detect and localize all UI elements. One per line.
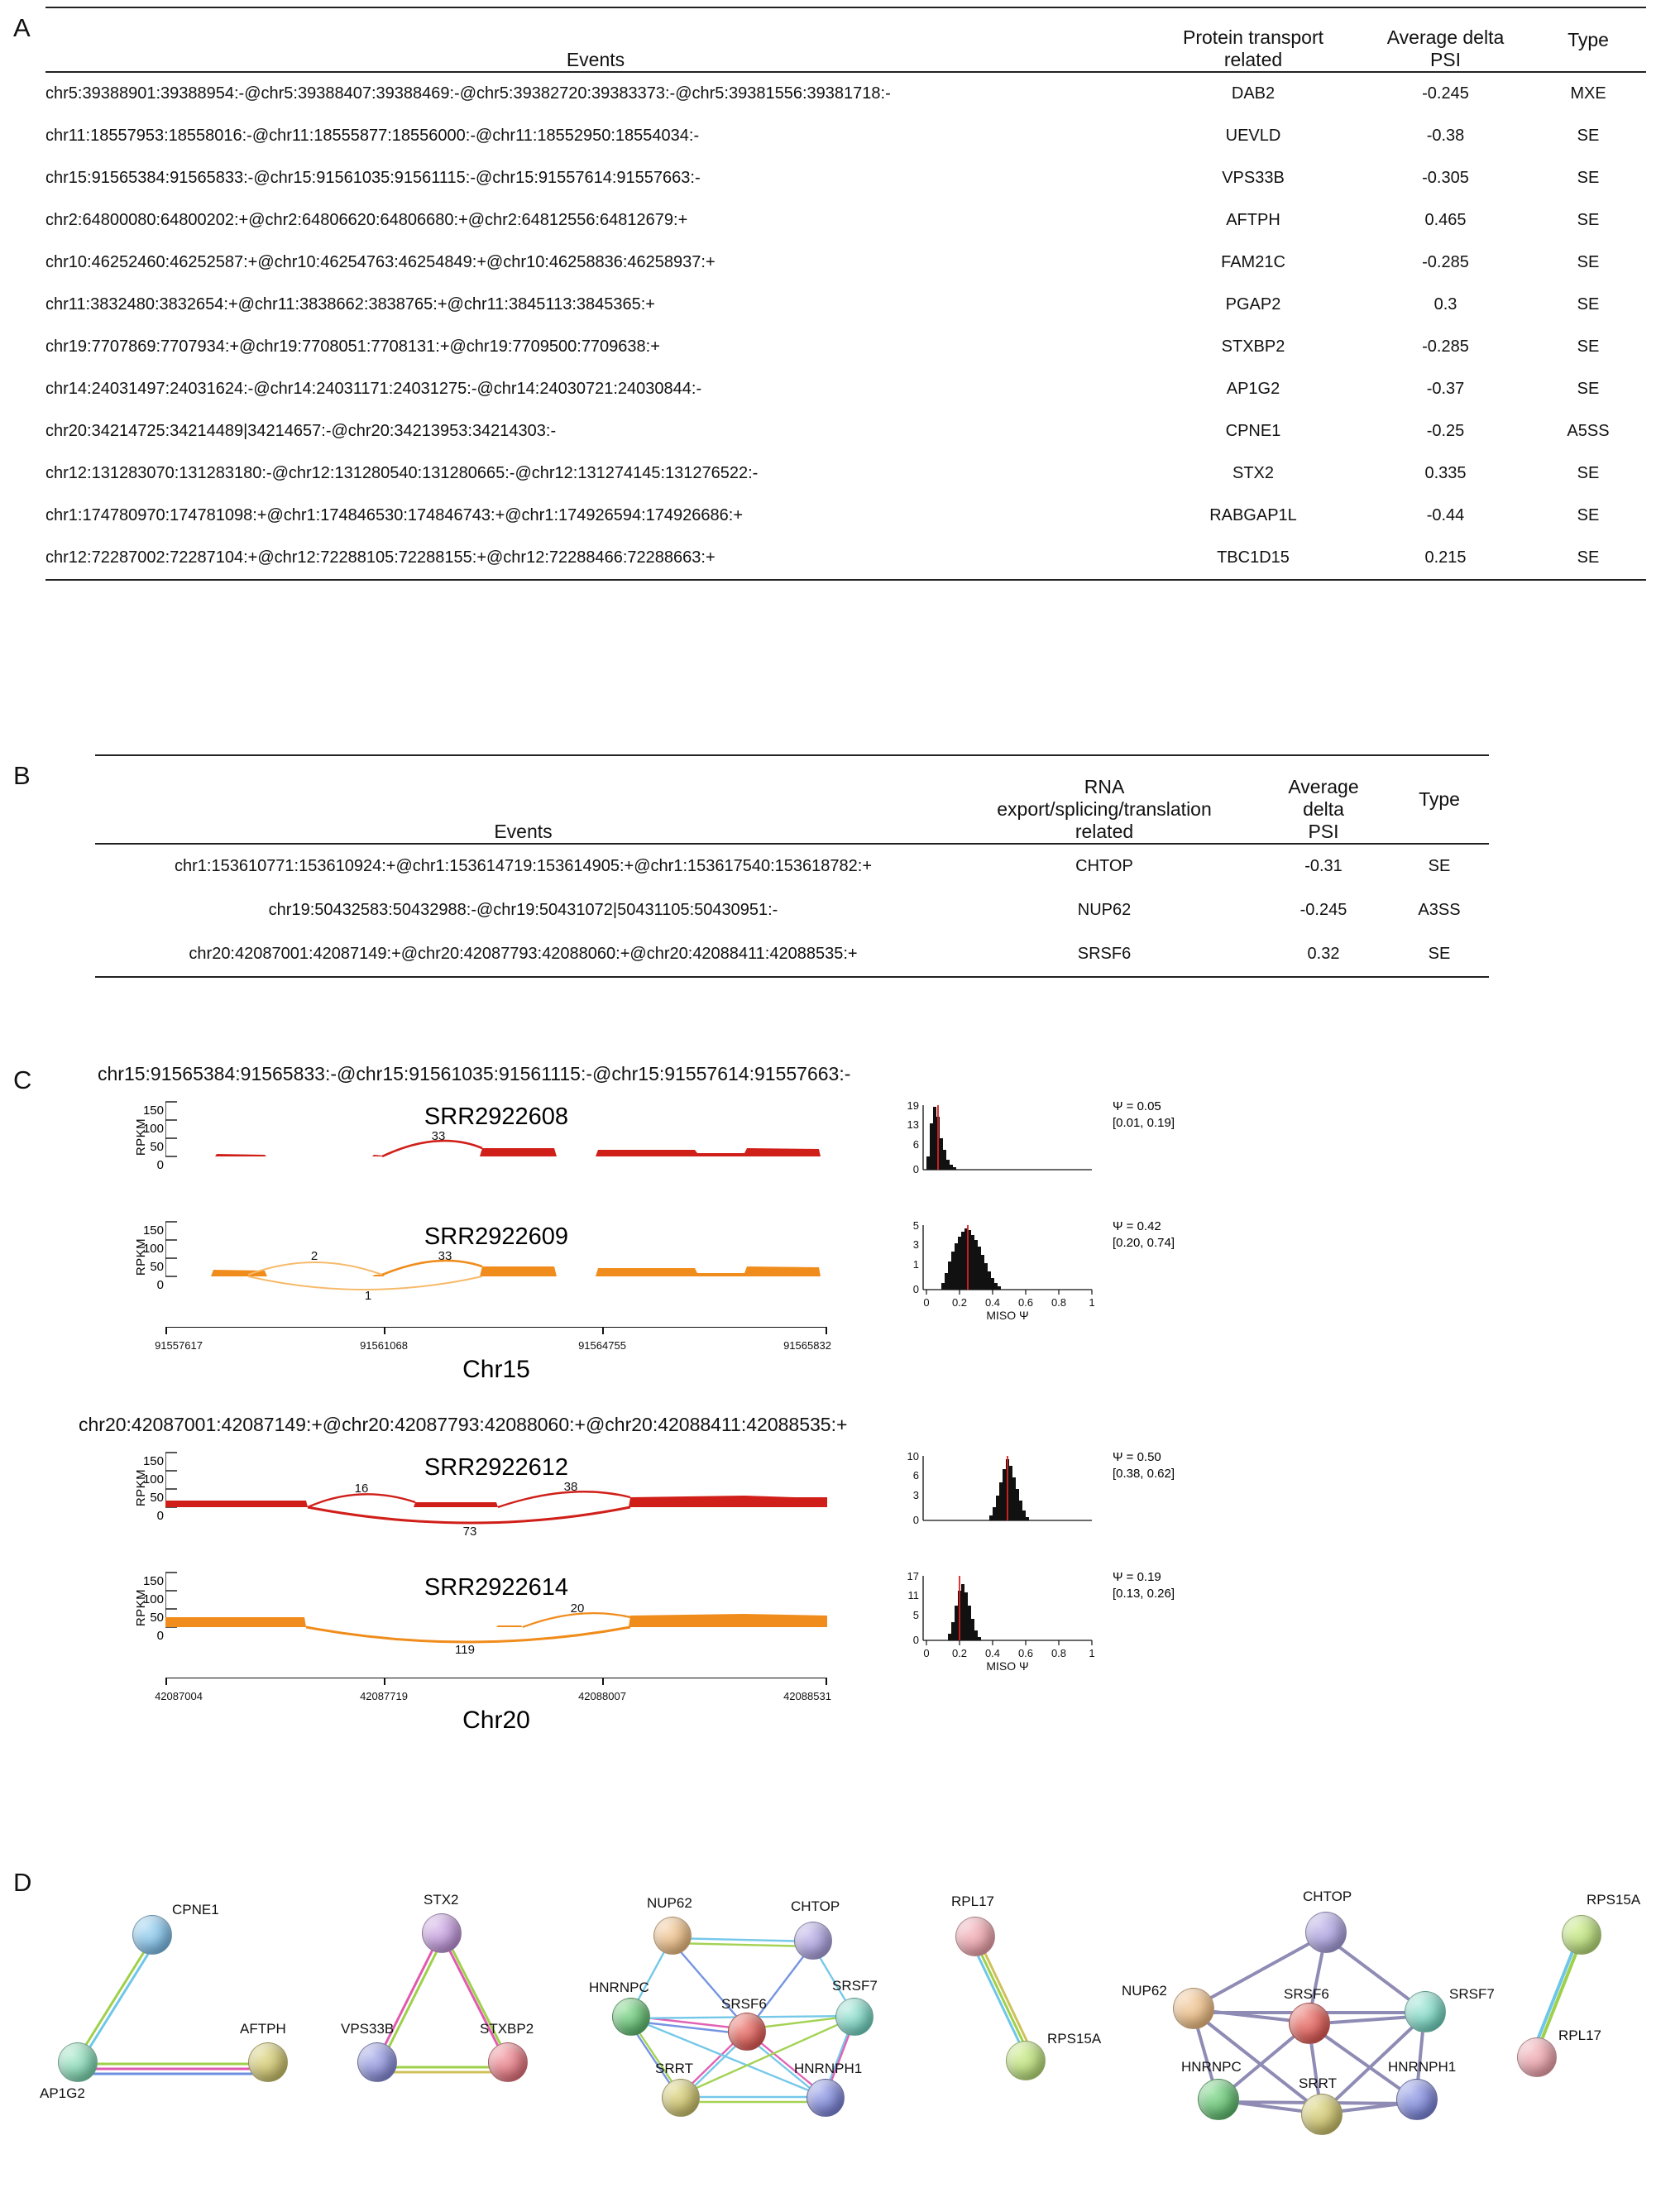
table-row (45, 452, 1646, 495)
network-node[interactable] (1198, 2079, 1239, 2120)
axis-tick-labels (155, 1690, 831, 1705)
network-node[interactable] (662, 2079, 700, 2117)
cell-type: MXE (1530, 72, 1646, 115)
ytick: 150 (142, 1454, 164, 1468)
network-node-label: SRSF6 (721, 1996, 767, 2012)
panel-letter-c: C (13, 1065, 32, 1094)
ytick: 0 (156, 1158, 164, 1172)
table-row (45, 410, 1646, 452)
svg-text:0: 0 (912, 1283, 919, 1295)
svg-text:0.2: 0.2 (951, 1296, 968, 1309)
ytick: 50 (150, 1140, 164, 1154)
network-node[interactable] (357, 2042, 397, 2082)
network-node[interactable] (653, 1917, 692, 1955)
network-node-label: CHTOP (1303, 1889, 1352, 1904)
header-gene-line2: export/splicing/translation (997, 798, 1212, 820)
psi-value: Ψ = 0.42 (1112, 1219, 1161, 1233)
sample-name: SRR2922612 (424, 1454, 569, 1481)
table-row (45, 284, 1646, 326)
network-node-label: SRRT (1299, 2075, 1337, 2091)
rpkm-axis-label: RPKM (134, 1588, 149, 1627)
cell-type: SE (1577, 211, 1600, 229)
svg-text:11: 11 (907, 1589, 919, 1601)
svg-text:73: 73 (462, 1525, 477, 1539)
axis-tick-label: 42088531 (783, 1690, 831, 1702)
ytick: 0 (156, 1509, 164, 1523)
svg-text:10: 10 (907, 1450, 919, 1463)
cell-psi: -0.38 (1426, 127, 1465, 145)
axis-tick-label: 91564755 (578, 1339, 626, 1352)
svg-text:13: 13 (907, 1118, 919, 1131)
coverage-track (134, 1568, 827, 1683)
svg-text:0: 0 (912, 1634, 919, 1646)
svg-text:16: 16 (354, 1482, 369, 1496)
cell-event: chr1:153610771:153610924:+@chr1:153614719:153614905:+@chr1:153617540:153618782:+ (95, 844, 951, 888)
rpkm-axis-label: RPKM (134, 1118, 149, 1156)
table-row (45, 115, 1646, 157)
table-row (95, 844, 1489, 888)
cell-type: SE (1577, 295, 1600, 314)
network-node[interactable] (488, 2042, 528, 2082)
cell-gene: STX2 (1232, 464, 1275, 482)
header-psi-line2: delta (1303, 798, 1344, 820)
network-node-label: HNRNPH1 (794, 2061, 863, 2076)
cell-event: chr12:131283070:131283180:-@chr12:131280540:131280665:-@chr12:131274145:131276522:- (45, 464, 759, 482)
sashimi-block-1 (0, 1097, 1680, 1384)
psi-ci: [0.38, 0.62] (1112, 1467, 1175, 1481)
cell-event: chr12:72287002:72287104:+@chr12:72288105:72288155:+@chr12:72288466:72288663:+ (45, 537, 1146, 580)
network-node[interactable] (1396, 2079, 1438, 2120)
network-node[interactable] (1405, 1991, 1446, 2032)
network-node-label: HNRNPC (589, 1980, 649, 1995)
cell-psi: -0.285 (1422, 253, 1469, 271)
header-events: Events (45, 7, 1146, 72)
svg-text:3: 3 (912, 1238, 919, 1251)
cell-gene: AFTPH (1226, 211, 1280, 229)
table-row (45, 199, 1646, 242)
ytick: 50 (150, 1491, 164, 1505)
header-psi-line3: PSI (1308, 821, 1339, 842)
cell-psi: 0.3 (1434, 295, 1457, 314)
axis-tick-label: 42087004 (155, 1690, 203, 1702)
table-row (45, 242, 1646, 284)
histogram-svg (902, 1449, 1108, 1540)
panel-letter-d: D (13, 1868, 32, 1897)
header-type: Type (1390, 755, 1489, 844)
cell-gene: AP1G2 (1226, 380, 1280, 398)
network-node-label: RPS15A (1587, 1892, 1641, 1908)
cell-psi: 0.215 (1361, 537, 1530, 580)
network-node-label: RPS15A (1047, 2031, 1102, 2047)
ytick: 0 (156, 1629, 164, 1643)
network-node-label: CHTOP (791, 1898, 840, 1914)
cell-gene: UEVLD (1225, 127, 1281, 145)
svg-text:2: 2 (310, 1249, 318, 1263)
header-type: Type (1530, 7, 1646, 72)
svg-text:5: 5 (912, 1219, 919, 1232)
axis-tick-label: 91557617 (155, 1339, 203, 1352)
rpkm-yticks (137, 1453, 164, 1525)
cell-event: chr20:42087001:42087149:+@chr20:42087793:42088060:+@chr20:42088411:42088535:+ (95, 932, 951, 977)
table-row (45, 72, 1646, 115)
axis-tick-labels (155, 1339, 831, 1354)
header-psi-line2: PSI (1429, 49, 1462, 70)
panel-c-sashimi (0, 1063, 1680, 1735)
table-row (45, 157, 1646, 199)
panel-d-string-networks (0, 1865, 1680, 2205)
svg-text:20: 20 (570, 1601, 585, 1616)
cell-psi: -0.25 (1426, 422, 1465, 440)
svg-text:0: 0 (912, 1514, 919, 1526)
axis-ticks (165, 1327, 827, 1339)
cell-type: SE (1577, 338, 1600, 356)
svg-text:1: 1 (364, 1289, 372, 1303)
svg-text:0.8: 0.8 (1051, 1296, 1067, 1309)
network-node-label: NUP62 (1122, 1983, 1167, 1999)
cell-psi: -0.285 (1422, 338, 1469, 356)
cell-event: chr15:91565384:91565833:-@chr15:91561035:91561115:-@chr15:91557614:91557663:- (45, 169, 701, 187)
svg-text:0.2: 0.2 (951, 1647, 968, 1659)
network-node-label: RPL17 (951, 1893, 994, 1909)
ytick: 0 (156, 1278, 164, 1292)
network-node-label: SRSF6 (1284, 1986, 1329, 2002)
network-node[interactable] (1301, 2094, 1343, 2135)
cell-type: SE (1530, 537, 1646, 580)
svg-text:33: 33 (431, 1129, 446, 1143)
svg-text:1: 1 (1089, 1647, 1095, 1659)
ytick: 150 (142, 1223, 164, 1238)
header-gene-line3: related (1075, 821, 1134, 842)
coverage-track (134, 1448, 827, 1563)
histogram-svg (902, 1218, 1108, 1322)
cell-type: SE (1577, 253, 1600, 271)
network-node[interactable] (1562, 1915, 1601, 1955)
panel-a-table-wrap (45, 7, 1646, 581)
svg-text:0: 0 (923, 1647, 930, 1659)
ytick: 150 (142, 1574, 164, 1588)
cell-event: chr2:64800080:64800202:+@chr2:64806620:64806680:+@chr2:64812556:64812679:+ (45, 211, 688, 229)
rpkm-yticks (137, 1222, 164, 1295)
miso-histogram (902, 1218, 1175, 1326)
header-psi (1361, 7, 1530, 72)
svg-text:6: 6 (912, 1469, 919, 1482)
ytick: 100 (142, 1122, 164, 1136)
rpkm-axis-label: RPKM (134, 1238, 149, 1276)
cell-gene: NUP62 (1077, 901, 1132, 919)
table-row (45, 326, 1646, 368)
table-row (45, 537, 1646, 580)
miso-histogram (902, 1099, 1175, 1206)
network-node-label: AFTPH (240, 2021, 286, 2037)
axis-tick-label: 91561068 (360, 1339, 408, 1352)
cell-type: SE (1577, 380, 1600, 398)
axis-tick-label: 42088007 (578, 1690, 626, 1702)
axis-tick-label: 42087719 (360, 1690, 408, 1702)
cell-psi: -0.245 (1361, 72, 1530, 115)
psi-ci: [0.13, 0.26] (1112, 1587, 1175, 1601)
genome-axis-1 (155, 1327, 831, 1354)
genome-axis-2 (155, 1678, 831, 1705)
table-row (45, 495, 1646, 537)
svg-text:19: 19 (907, 1099, 919, 1112)
network-node-label: STXBP2 (480, 2021, 534, 2037)
cell-gene: DAB2 (1146, 72, 1361, 115)
cell-psi: -0.37 (1426, 380, 1465, 398)
panel-letter-b: B (13, 761, 31, 790)
cell-gene: VPS33B (1222, 169, 1285, 187)
cell-gene: CPNE1 (1225, 422, 1281, 440)
network-node[interactable] (132, 1915, 172, 1955)
ytick: 50 (150, 1260, 164, 1274)
cell-type: SE (1577, 464, 1600, 482)
miso-histogram (902, 1569, 1175, 1677)
cell-psi: 0.32 (1257, 932, 1390, 977)
ytick: 100 (142, 1472, 164, 1486)
cell-event: chr10:46252460:46252587:+@chr10:46254763:46254849:+@chr10:46258836:46258937:+ (45, 253, 716, 271)
network-node[interactable] (794, 1922, 832, 1960)
network-node-label: VPS33B (341, 2021, 395, 2037)
psi-value: Ψ = 0.19 (1112, 1570, 1161, 1584)
svg-text:38: 38 (563, 1480, 578, 1494)
svg-text:0: 0 (923, 1296, 930, 1309)
header-psi (1257, 755, 1390, 844)
psi-estimate (1113, 1449, 1175, 1482)
sashimi-title-2: chr20:42087001:42087149:+@chr20:42087793:42088060:+@chr20:42088411:42088535:+ (79, 1414, 848, 1435)
svg-text:MISO Ψ: MISO Ψ (986, 1659, 1029, 1673)
ytick: 50 (150, 1611, 164, 1625)
sashimi-track-srr2922608 (0, 1097, 1680, 1217)
header-events: Events (95, 755, 951, 844)
panel-b-table-wrap (95, 754, 1489, 978)
protein-transport-table (45, 7, 1646, 581)
rpkm-yticks (137, 1102, 164, 1175)
header-gene (1146, 7, 1361, 72)
svg-text:33: 33 (438, 1249, 452, 1263)
sashimi-title-1: chr15:91565384:91565833:-@chr15:91561035:91561115:-@chr15:91557614:91557663:- (98, 1063, 851, 1084)
network-node[interactable] (728, 2013, 766, 2051)
svg-text:5: 5 (912, 1609, 919, 1621)
rpkm-yticks (137, 1573, 164, 1645)
axis-ticks (165, 1678, 827, 1690)
svg-text:0.8: 0.8 (1051, 1647, 1067, 1659)
cell-gene: RABGAP1L (1209, 506, 1297, 524)
network-node[interactable] (835, 1998, 874, 2036)
psi-estimate (1113, 1218, 1175, 1252)
svg-text:1: 1 (912, 1258, 919, 1271)
coverage-track (134, 1217, 827, 1333)
network-node-label: AP1G2 (40, 2085, 85, 2101)
cell-type: SE (1390, 844, 1489, 888)
cell-type: SE (1577, 169, 1600, 187)
cell-psi: 0.335 (1424, 464, 1467, 482)
header-psi-line1: Average delta (1386, 26, 1505, 48)
chromosome-label-2: Chr20 (462, 1707, 530, 1734)
svg-text:0.4: 0.4 (984, 1647, 1001, 1659)
network-node[interactable] (422, 1913, 462, 1953)
rpkm-axis-label: RPKM (134, 1468, 149, 1507)
cell-psi: -0.44 (1426, 506, 1465, 524)
svg-text:0.6: 0.6 (1017, 1647, 1034, 1659)
header-psi-line1: Average (1288, 776, 1359, 797)
histogram-svg (902, 1099, 1108, 1190)
cell-gene: TBC1D15 (1146, 537, 1361, 580)
cell-event: chr19:50432583:50432988:-@chr19:50431072|50431105:50430951:- (268, 901, 778, 919)
table-row (45, 368, 1646, 410)
svg-text:17: 17 (907, 1570, 919, 1582)
axis-tick-label: 91565832 (783, 1339, 831, 1352)
svg-text:6: 6 (912, 1138, 919, 1151)
network-node-label: STX2 (424, 1892, 459, 1908)
rna-export-table (95, 754, 1489, 978)
table-row (95, 932, 1489, 977)
svg-text:1: 1 (1089, 1296, 1095, 1309)
psi-estimate (1113, 1569, 1175, 1602)
cell-event: chr19:7707869:7707934:+@chr19:7708051:7708131:+@chr19:7709500:7709638:+ (45, 338, 660, 356)
sashimi-track-srr2922612 (0, 1448, 1680, 1568)
network-node-label: HNRNPC (1181, 2059, 1242, 2075)
histogram-svg (902, 1569, 1108, 1673)
cell-psi: 0.465 (1424, 211, 1467, 229)
sashimi-track-srr2922614 (0, 1568, 1680, 1688)
cell-type: SE (1390, 932, 1489, 977)
network-node[interactable] (248, 2042, 288, 2082)
svg-text:0.4: 0.4 (984, 1296, 1001, 1309)
svg-text:0: 0 (912, 1163, 919, 1175)
header-gene-line2: related (1223, 49, 1283, 70)
network-node[interactable] (955, 1917, 995, 1956)
psi-ci: [0.20, 0.74] (1112, 1236, 1175, 1250)
network-node-label: SRSF7 (1449, 1986, 1495, 2002)
ytick: 150 (142, 1104, 164, 1118)
cell-gene: PGAP2 (1225, 295, 1281, 314)
cell-psi: -0.305 (1422, 169, 1469, 187)
network-node[interactable] (612, 1998, 650, 2036)
ytick: 100 (142, 1592, 164, 1606)
svg-text:3: 3 (912, 1489, 919, 1501)
table-row (95, 888, 1489, 932)
coverage-track (134, 1097, 827, 1213)
panel-letter-a: A (13, 13, 31, 42)
sample-name: SRR2922609 (424, 1223, 569, 1250)
network-node[interactable] (1289, 2003, 1330, 2044)
network-node[interactable] (58, 2042, 98, 2082)
sashimi-block-2 (0, 1448, 1680, 1735)
cell-event: chr5:39388901:39388954:-@chr5:39388407:39388469:-@chr5:39382720:39383373:-@chr5:39381556:39381718:- (45, 72, 1146, 115)
network-node[interactable] (1173, 1988, 1214, 2029)
cell-type: A5SS (1567, 422, 1610, 440)
cell-type: SE (1577, 127, 1600, 145)
miso-histogram (902, 1449, 1175, 1557)
cell-psi: -0.31 (1257, 844, 1390, 888)
header-gene-line1: Protein transport (1182, 26, 1324, 48)
ytick: 100 (142, 1242, 164, 1256)
header-gene (951, 755, 1257, 844)
svg-text:MISO Ψ: MISO Ψ (986, 1309, 1029, 1322)
table-header-row (45, 7, 1646, 72)
psi-estimate (1113, 1099, 1175, 1132)
cell-event: chr1:174780970:174781098:+@chr1:174846530:174846743:+@chr1:174926594:174926686:+ (45, 506, 744, 524)
psi-ci: [0.01, 0.19] (1112, 1116, 1175, 1130)
network-node[interactable] (1517, 2037, 1557, 2077)
cell-gene: SRSF6 (951, 932, 1257, 977)
network-node[interactable] (806, 2079, 845, 2117)
network-node-label: SRRT (655, 2061, 693, 2076)
svg-text:119: 119 (455, 1643, 475, 1657)
header-gene-line1: RNA (1084, 776, 1125, 797)
network-node-label: SRSF7 (832, 1978, 878, 1994)
network-node[interactable] (1006, 2041, 1046, 2080)
chromosome-label-1: Chr15 (462, 1356, 530, 1383)
cell-event: chr11:18557953:18558016:-@chr11:18555877:18556000:-@chr11:18552950:18554034:- (45, 127, 700, 145)
network-node-label: HNRNPH1 (1388, 2059, 1457, 2075)
cell-event: chr11:3832480:3832654:+@chr11:3838662:3838765:+@chr11:3845113:3845365:+ (45, 295, 655, 314)
cell-psi: -0.245 (1299, 901, 1347, 919)
network-node-label: RPL17 (1558, 2027, 1601, 2043)
cell-event: chr14:24031497:24031624:-@chr14:24031171:24031275:-@chr14:24030721:24030844:- (45, 380, 702, 398)
network-node[interactable] (1305, 1912, 1347, 1953)
psi-value: Ψ = 0.50 (1112, 1450, 1161, 1464)
sashimi-track-srr2922609 (0, 1217, 1680, 1337)
cell-gene: STXBP2 (1221, 338, 1285, 356)
table-header-row (95, 755, 1489, 844)
cell-event: chr20:34214725:34214489|34214657:-@chr20:34213953:34214303:- (45, 422, 557, 440)
psi-value: Ψ = 0.05 (1112, 1099, 1161, 1113)
sample-name: SRR2922614 (424, 1574, 569, 1601)
network-node-label: CPNE1 (172, 1902, 219, 1917)
cell-type: SE (1577, 506, 1600, 524)
cell-type: A3SS (1418, 901, 1461, 919)
cell-gene: CHTOP (951, 844, 1257, 888)
cell-gene: FAM21C (1221, 253, 1285, 271)
sample-name: SRR2922608 (424, 1104, 569, 1130)
svg-text:0.6: 0.6 (1017, 1296, 1034, 1309)
network-node-label: NUP62 (647, 1895, 692, 1911)
